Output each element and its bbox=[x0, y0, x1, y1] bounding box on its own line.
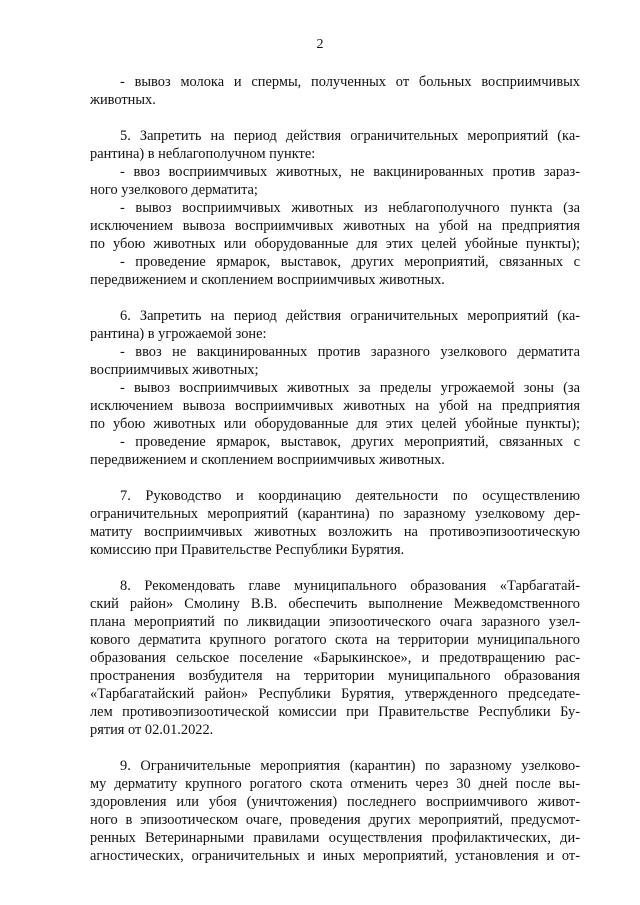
text-line: 9. Ограничительные мероприятия (карантин) по заразному узелково- bbox=[120, 758, 580, 774]
text-line: образования сельское поселение «Барыкинское», и предотвращению рас- bbox=[90, 650, 580, 666]
text-line: - проведение ярмарок, выставок, других мероприятий, связанных с bbox=[120, 254, 580, 270]
text-line: 5. Запретить на период действия ограничительных мероприятий (ка- bbox=[120, 128, 580, 144]
text-line: ренных Ветеринарными правилами осуществления профилактических, ди- bbox=[90, 830, 580, 846]
page-number: 2 bbox=[316, 37, 324, 52]
text-line: плана мероприятий по ликвидации эпизоотического очага заразного узел- bbox=[90, 614, 580, 630]
text-line: исключением вывоза восприимчивых животных на убой на предприятия bbox=[90, 398, 580, 414]
text-line: - проведение ярмарок, выставок, других мероприятий, связанных с bbox=[120, 434, 580, 450]
text-line: животных. bbox=[90, 92, 156, 108]
text-line: по убою животных или оборудованные для этих целей убойные пункты); bbox=[90, 416, 580, 432]
text-line: ного узелкового дерматита; bbox=[90, 182, 258, 198]
text-line: агностических, ограничительных и иных мероприятий, установления и от- bbox=[90, 848, 580, 864]
text-line: ский район» Смолину В.В. обеспечить выполнение Межведомственного bbox=[90, 596, 580, 612]
text-line: - вывоз молока и спермы, полученных от больных восприимчивых bbox=[120, 74, 580, 90]
text-line: здоровления или убоя (уничтожения) последнего восприимчивого живот- bbox=[90, 794, 580, 810]
text-line: рятия от 02.01.2022. bbox=[90, 722, 214, 738]
text-line: - ввоз не вакцинированных против заразного узелкового дерматита bbox=[120, 344, 580, 360]
text-line: 6. Запретить на период действия ограничительных мероприятий (ка- bbox=[120, 308, 580, 324]
text-line: - ввоз восприимчивых животных, не вакцинированных против зараз- bbox=[120, 164, 580, 180]
text-line: кового дерматита крупного рогатого скота на территории муниципального bbox=[90, 632, 580, 648]
text-line: 7. Руководство и координацию деятельности по осуществлению bbox=[120, 488, 580, 504]
text-line: передвижением и скоплением восприимчивых животных. bbox=[90, 452, 445, 468]
text-line: восприимчивых животных; bbox=[90, 362, 259, 378]
text-line: му дерматиту крупного рогатого скота отменить через 30 дней после вы- bbox=[90, 776, 580, 792]
text-line: рантина) в неблагополучном пункте: bbox=[90, 146, 316, 162]
text-line: «Тарбагатайский район» Республики Бурятия, утвержденного председате- bbox=[90, 686, 580, 702]
text-line: ограничительных мероприятий (карантина) по заразному узелковому дер- bbox=[90, 506, 580, 522]
text-line: исключением вывоза восприимчивых животных на убой на предприятия bbox=[90, 218, 580, 234]
text-line: лем противоэпизоотической комиссии при Правительстве Республики Бу- bbox=[90, 704, 580, 720]
text-line: рантина) в угрожаемой зоне: bbox=[90, 326, 267, 342]
text-line: 8. Рекомендовать главе муниципального образования «Тарбагатай- bbox=[120, 578, 580, 594]
text-line: матиту восприимчивых животных возложить на противоэпизоотическую bbox=[90, 524, 580, 540]
text-line: пространения возбудителя на территории муниципального образования bbox=[90, 668, 580, 684]
text-line: комиссию при Правительстве Республики Бурятия. bbox=[90, 542, 405, 558]
text-line: передвижением и скоплением восприимчивых животных. bbox=[90, 272, 445, 288]
text-line: ного в эпизоотическом очаге, проведения других мероприятий, предусмот- bbox=[90, 812, 580, 828]
text-line: - вывоз восприимчивых животных за пределы угрожаемой зоны (за bbox=[120, 380, 580, 396]
text-line: - вывоз восприимчивых животных из неблагополучного пункта (за bbox=[120, 200, 580, 216]
text-line: по убою животных или оборудованные для этих целей убойные пункты); bbox=[90, 236, 580, 252]
